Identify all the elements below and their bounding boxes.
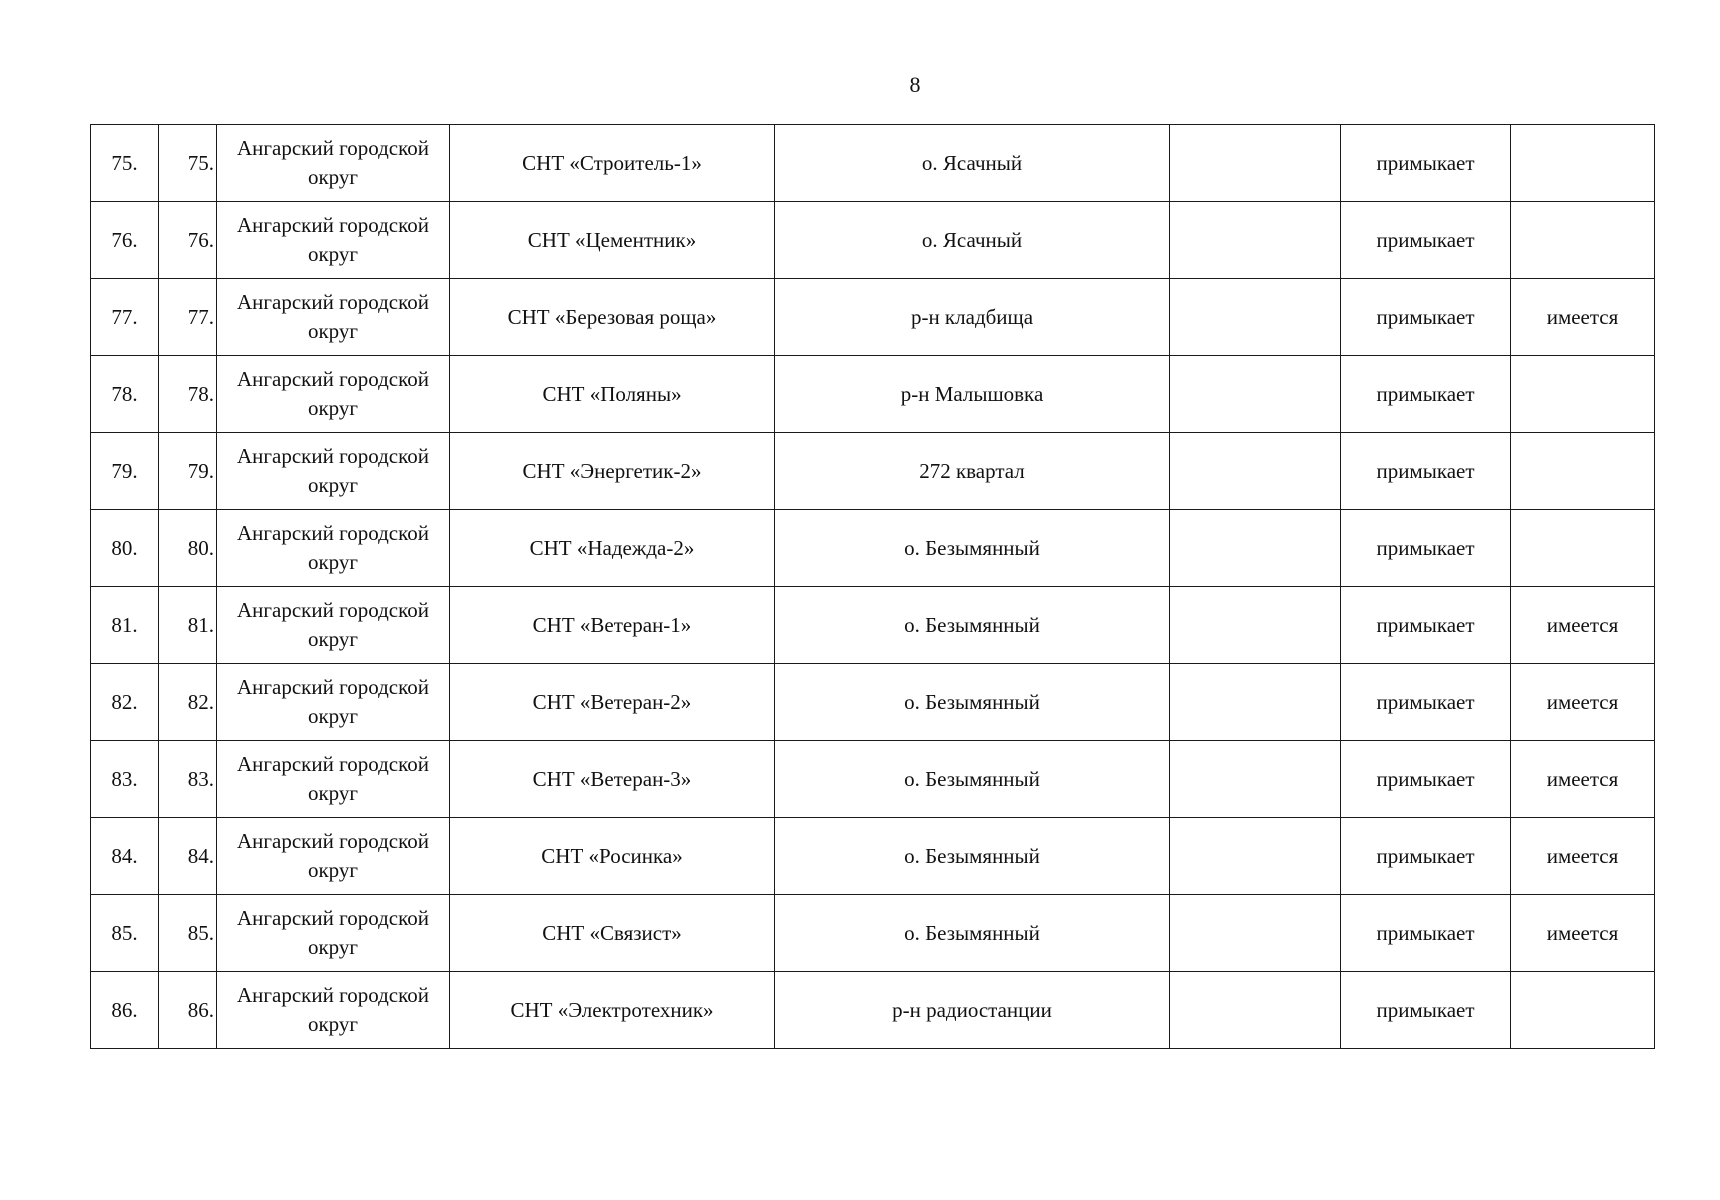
row-subnumber-cell: 81. (159, 587, 217, 664)
empty-cell (1170, 587, 1341, 664)
empty-cell (1170, 125, 1341, 202)
presence-cell (1511, 356, 1655, 433)
snt-name-cell: СНТ «Надежда-2» (450, 510, 775, 587)
snt-name-cell: СНТ «Связист» (450, 895, 775, 972)
table-row (91, 433, 1655, 510)
row-subnumber-cell: 77. (159, 279, 217, 356)
table-row (91, 125, 1655, 202)
location-cell: о. Безымянный (775, 818, 1170, 895)
row-subnumber-cell: 75. (159, 125, 217, 202)
district-cell: Ангарский городской округ (217, 818, 450, 895)
location-cell: о. Безымянный (775, 664, 1170, 741)
adjacency-cell: примыкает (1341, 433, 1511, 510)
adjacency-cell: примыкает (1341, 356, 1511, 433)
adjacency-cell: примыкает (1341, 972, 1511, 1049)
snt-name-cell: СНТ «Ветеран-2» (450, 664, 775, 741)
row-number-cell: 75. (91, 125, 159, 202)
district-cell: Ангарский городской округ (217, 741, 450, 818)
location-cell: р-н радиостанции (775, 972, 1170, 1049)
row-number-cell: 77. (91, 279, 159, 356)
snt-name-cell: СНТ «Ветеран-1» (450, 587, 775, 664)
row-number-cell: 78. (91, 356, 159, 433)
adjacency-cell: примыкает (1341, 510, 1511, 587)
district-cell: Ангарский городской округ (217, 587, 450, 664)
row-number-cell: 80. (91, 510, 159, 587)
row-number-cell: 81. (91, 587, 159, 664)
row-subnumber-cell: 86. (159, 972, 217, 1049)
table-body (91, 125, 1655, 1049)
snt-name-cell: СНТ «Строитель-1» (450, 125, 775, 202)
location-cell: о. Безымянный (775, 587, 1170, 664)
table-row (91, 664, 1655, 741)
empty-cell (1170, 279, 1341, 356)
presence-cell: имеется (1511, 741, 1655, 818)
adjacency-cell: примыкает (1341, 741, 1511, 818)
table-row (91, 510, 1655, 587)
district-cell: Ангарский городской округ (217, 664, 450, 741)
row-subnumber-cell: 84. (159, 818, 217, 895)
row-number-cell: 76. (91, 202, 159, 279)
district-cell: Ангарский городской округ (217, 279, 450, 356)
table-row (91, 741, 1655, 818)
row-number-cell: 85. (91, 895, 159, 972)
row-number-cell: 83. (91, 741, 159, 818)
empty-cell (1170, 741, 1341, 818)
district-cell: Ангарский городской округ (217, 125, 450, 202)
presence-cell (1511, 202, 1655, 279)
location-cell: р-н кладбища (775, 279, 1170, 356)
row-number-cell: 86. (91, 972, 159, 1049)
location-cell: 272 квартал (775, 433, 1170, 510)
snt-name-cell: СНТ «Ветеран-3» (450, 741, 775, 818)
empty-cell (1170, 356, 1341, 433)
table-row (91, 279, 1655, 356)
presence-cell (1511, 510, 1655, 587)
row-subnumber-cell: 76. (159, 202, 217, 279)
snt-name-cell: СНТ «Электротехник» (450, 972, 775, 1049)
table-row (91, 818, 1655, 895)
adjacency-cell: примыкает (1341, 818, 1511, 895)
row-number-cell: 84. (91, 818, 159, 895)
district-cell: Ангарский городской округ (217, 202, 450, 279)
empty-cell (1170, 972, 1341, 1049)
table-row (91, 202, 1655, 279)
district-cell: Ангарский городской округ (217, 510, 450, 587)
adjacency-cell: примыкает (1341, 587, 1511, 664)
presence-cell: имеется (1511, 587, 1655, 664)
location-cell: р-н Малышовка (775, 356, 1170, 433)
presence-cell: имеется (1511, 818, 1655, 895)
snt-name-cell: СНТ «Березовая роща» (450, 279, 775, 356)
presence-cell (1511, 125, 1655, 202)
presence-cell (1511, 433, 1655, 510)
table-row (91, 356, 1655, 433)
table-row (91, 972, 1655, 1049)
presence-cell: имеется (1511, 895, 1655, 972)
empty-cell (1170, 202, 1341, 279)
district-cell: Ангарский городской округ (217, 972, 450, 1049)
adjacency-cell: примыкает (1341, 664, 1511, 741)
empty-cell (1170, 895, 1341, 972)
location-cell: о. Ясачный (775, 202, 1170, 279)
table-row (91, 895, 1655, 972)
adjacency-cell: примыкает (1341, 202, 1511, 279)
empty-cell (1170, 664, 1341, 741)
district-cell: Ангарский городской округ (217, 433, 450, 510)
district-cell: Ангарский городской округ (217, 356, 450, 433)
row-subnumber-cell: 79. (159, 433, 217, 510)
location-cell: о. Безымянный (775, 741, 1170, 818)
adjacency-cell: примыкает (1341, 125, 1511, 202)
snt-name-cell: СНТ «Энергетик-2» (450, 433, 775, 510)
snt-table (90, 124, 1655, 1049)
page-number: 8 (909, 72, 921, 97)
row-number-cell: 82. (91, 664, 159, 741)
row-subnumber-cell: 80. (159, 510, 217, 587)
snt-name-cell: СНТ «Поляны» (450, 356, 775, 433)
row-number-cell: 79. (91, 433, 159, 510)
location-cell: о. Ясачный (775, 125, 1170, 202)
empty-cell (1170, 510, 1341, 587)
location-cell: о. Безымянный (775, 895, 1170, 972)
adjacency-cell: примыкает (1341, 895, 1511, 972)
snt-name-cell: СНТ «Цементник» (450, 202, 775, 279)
snt-name-cell: СНТ «Росинка» (450, 818, 775, 895)
table-row (91, 587, 1655, 664)
presence-cell (1511, 972, 1655, 1049)
row-subnumber-cell: 83. (159, 741, 217, 818)
presence-cell: имеется (1511, 664, 1655, 741)
adjacency-cell: примыкает (1341, 279, 1511, 356)
row-subnumber-cell: 82. (159, 664, 217, 741)
location-cell: о. Безымянный (775, 510, 1170, 587)
district-cell: Ангарский городской округ (217, 895, 450, 972)
empty-cell (1170, 433, 1341, 510)
presence-cell: имеется (1511, 279, 1655, 356)
row-subnumber-cell: 78. (159, 356, 217, 433)
row-subnumber-cell: 85. (159, 895, 217, 972)
empty-cell (1170, 818, 1341, 895)
